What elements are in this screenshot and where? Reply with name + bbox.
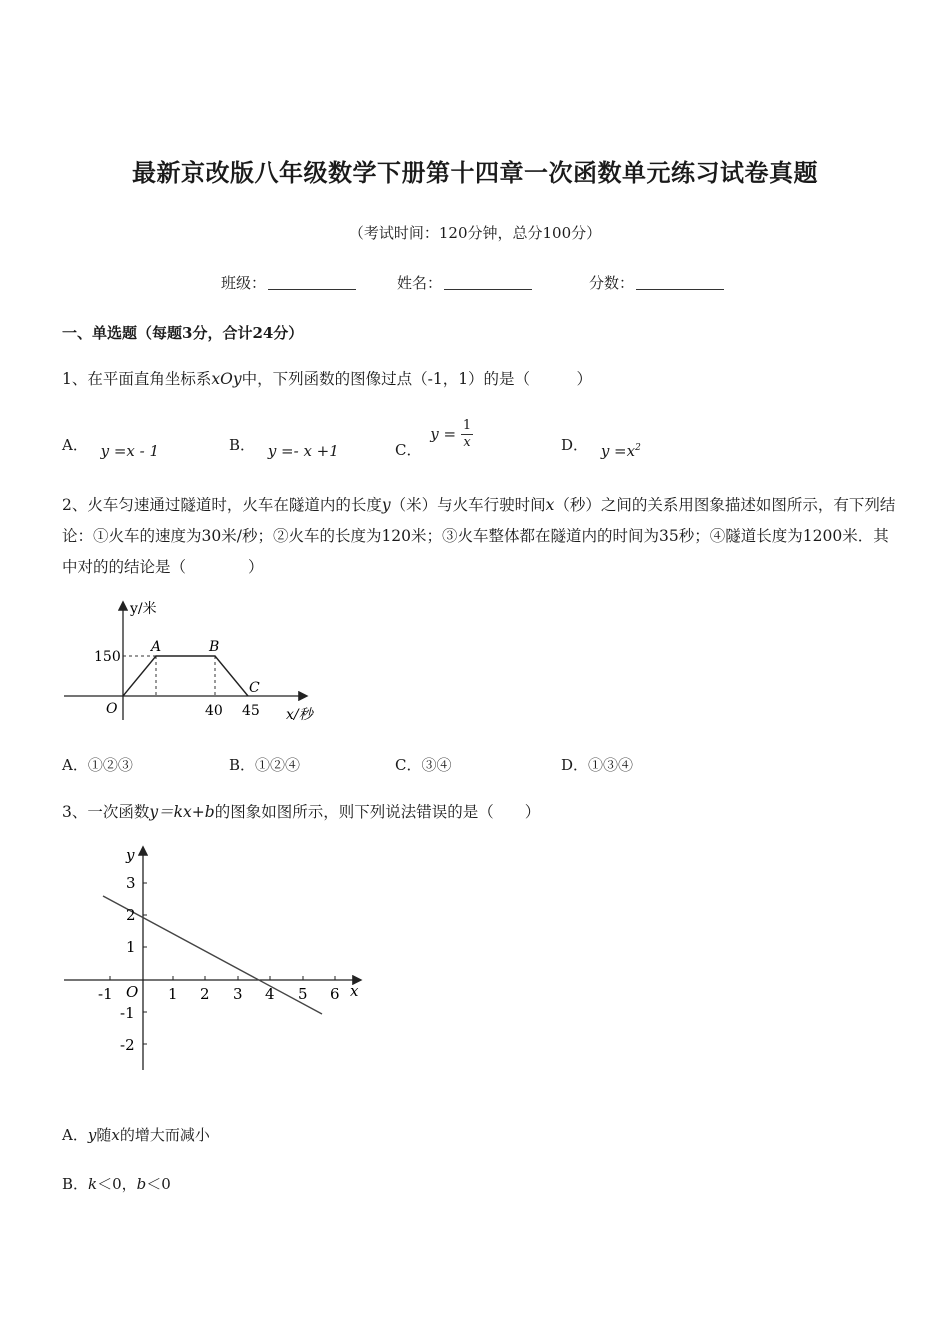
q2-text-a: 2、火车匀速通过隧道时，火车在隧道内的长度 [62,496,382,514]
q3-x-tick-6: 6 [330,985,340,1003]
q3-option-b-var-k: k [88,1175,98,1193]
q2-point-a: A [151,639,162,655]
q3-option-b-var-b: b [136,1175,147,1193]
name-blank[interactable] [444,275,532,290]
q3-tick-marks [110,883,335,1044]
q1-option-a-label: A． [62,436,88,454]
q3-origin-label: O [126,983,139,1001]
q2-x-tick-45: 45 [242,703,260,719]
class-blank[interactable] [268,275,356,290]
q3-option-b-text-1: ＜0， [97,1175,137,1193]
section-heading: 一、单选题（每题3分，合计24分） [62,324,304,342]
q2-origin-label: O [106,701,118,717]
q2-option-b[interactable] [229,754,300,775]
q3-option-b-label: B． [62,1175,89,1193]
q3-x-axis-label: x [350,982,359,1000]
q2-option-c[interactable] [395,754,452,775]
q3-option-a[interactable] [62,1124,210,1145]
question-2-stem [62,490,897,583]
name-label: 姓名： [397,274,443,292]
score-field [589,272,724,293]
q1-option-a-expr: y =x - 1 [100,442,160,460]
q3-x-tick-4: 4 [265,985,275,1003]
q1-option-b[interactable] [229,434,339,460]
q3-x-tick-2: 2 [200,985,210,1003]
q2-option-a[interactable] [62,754,133,775]
q1-option-d-base: y =x [600,442,636,460]
q2-graph [60,595,330,725]
q2-var-y: y [381,496,391,514]
q1-option-c-fraction [461,418,473,451]
q2-point-c: C [249,680,260,696]
q3-y-tick-neg1: -1 [120,1004,135,1022]
exam-info: （考试时间：120分钟，总分100分） [348,224,602,242]
q3-text-a: 3、一次函数 [62,803,150,821]
q1-option-d-exponent: 2 [635,443,641,453]
q3-option-a-text-2: 的增大而减小 [119,1126,210,1144]
q3-option-a-var-x: x [111,1126,120,1144]
q3-x-tick-1: 1 [168,985,178,1003]
q3-option-a-text-1: 随 [96,1126,112,1144]
q3-expr: y＝kx+b [149,803,215,821]
q2-option-d-text: ①③④ [588,756,634,774]
q2-text-b: （米）与火车行驶时间 [390,496,546,514]
q1-var: xOy [211,370,242,388]
q3-graph [60,840,370,1075]
q3-y-tick-2: 2 [126,906,136,924]
q1-option-a[interactable] [62,434,160,460]
q3-option-a-var-y: y [87,1126,97,1144]
q1-text-a: 1、在平面直角坐标系 [62,370,212,388]
q1-option-d-label: D． [561,436,589,454]
q3-option-b-text-2: ＜0 [146,1175,171,1193]
q3-x-tick-3: 3 [233,985,243,1003]
q2-point-b: B [209,639,220,655]
q1-text-b: 中，下列函数的图像过点（-1，1）的是（ ） [241,370,593,388]
q2-var-x: x [545,496,555,514]
score-blank[interactable] [636,275,724,290]
q3-y-tick-1: 1 [126,938,136,956]
q3-y-axis-label: y [126,846,135,864]
q3-y-tick-neg2: -2 [120,1036,135,1054]
q2-graph-line [123,656,248,696]
q3-option-b[interactable] [62,1173,171,1194]
q1-option-b-expr: y =- x +1 [267,442,339,460]
q2-option-d[interactable] [561,754,633,775]
q2-x-axis-label: x/秒 [286,707,313,723]
name-field [397,272,532,293]
question-1-stem [62,364,592,395]
class-label: 班级： [221,274,267,292]
q3-x-tick-neg1: -1 [98,985,113,1003]
q3-text-b: 的图象如图所示，则下列说法错误的是（ ） [214,803,541,821]
q2-y-tick-150: 150 [94,649,121,665]
page-title: 最新京改版八年级数学下册第十四章一次函数单元练习试卷真题 [132,158,818,187]
q2-option-b-text: ①②④ [255,756,301,774]
question-3-stem [62,797,540,828]
q2-option-b-label: B． [229,756,256,774]
q2-y-axis-label: y/米 [130,601,157,617]
q2-x-tick-40: 40 [205,703,223,719]
q1-option-c-lhs: y = [430,424,457,443]
q1-option-d-expr [601,442,641,460]
q1-option-c-denominator: x [463,435,471,450]
q3-x-tick-5: 5 [298,985,308,1003]
score-label: 分数： [589,274,635,292]
q1-option-b-label: B． [229,436,256,454]
q2-text-c: （秒）之间的关系用图象描述如图所示，有下列结论：①火车的速度为30米/秒；②火车的长度为120米；③火车整体都在隧道内的时间为35秒；④隧道长度为1200米．其中对的的结论是（ ） [62,496,896,576]
q2-option-a-text: ①②③ [87,756,133,774]
q1-option-c-numerator: 1 [462,418,472,433]
q1-option-c[interactable] [395,418,473,459]
q1-option-d[interactable] [561,434,641,460]
q2-option-c-text: ③④ [421,756,452,774]
q2-option-c-label: C． [395,756,422,774]
q2-option-a-label: A． [62,756,88,774]
q1-option-c-label: C． [395,440,422,459]
q3-y-tick-3: 3 [126,874,136,892]
q2-option-d-label: D． [561,756,589,774]
class-field [221,272,356,293]
q3-option-a-label: A． [62,1126,88,1144]
